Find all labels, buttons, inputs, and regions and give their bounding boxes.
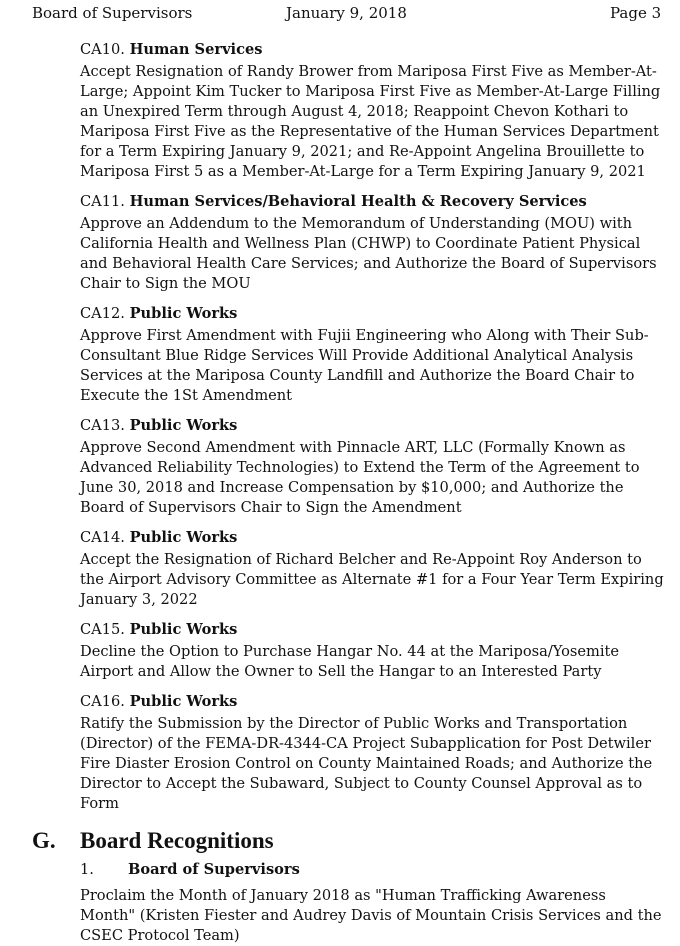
item-code: CA12.: [80, 305, 125, 322]
item-code: CA14.: [80, 529, 125, 546]
agenda-item-description: Accept the Resignation of Richard Belcher and Re-Appoint Roy Anderson to the Airport Advisory Committee as Alternate #1 for a Four Year Term Expiring January 3, 2022: [80, 551, 664, 608]
agenda-item-ca13: [80, 414, 665, 518]
agenda-item-ca11: [80, 190, 665, 294]
agenda-item-ca10: [80, 38, 665, 182]
item-department: Public Works: [129, 417, 238, 434]
agenda-item-title: [80, 618, 665, 641]
item-code: CA11.: [80, 193, 125, 210]
agenda-item-description: Ratify the Submission by the Director of Public Works and Transportation (Director) of the FEMA-DR-4344-CA Project Subapplication for Post Detwiler Fire Diaster Erosion Control on County Maintained Roads; and Authorize the Director to Accept the Subaward, Subject to County Counsel Approval as to Form: [80, 715, 653, 812]
item-department: Public Works: [129, 693, 238, 710]
agenda-item-ca15: [80, 618, 665, 682]
agenda-item-description: Decline the Option to Purchase Hangar No. 44 at the Mariposa/Yosemite Airport and Allow the Owner to Sell the Hangar to an Interested Party: [80, 643, 620, 680]
agenda-item-description: Approve First Amendment with Fujii Engineering who Along with Their Sub-Consultant Blue Ridge Services Will Provide Additional Analytical Analysis Services at the Mariposa County Landfill and Authorize the Board Chair to Execute the 1St Amendment: [80, 327, 649, 404]
agenda-item-title: [80, 690, 665, 713]
header-page-number: Page 3: [610, 4, 662, 22]
agenda-item-title: [80, 414, 665, 437]
item-department: Human Services/Behavioral Health & Recovery Services: [129, 193, 587, 210]
section-title: Board Recognitions: [80, 828, 274, 853]
agenda-item-ca16: [80, 690, 665, 814]
item-department: Human Services: [129, 41, 263, 58]
item-department: Public Works: [129, 621, 238, 638]
agenda-item-title: [80, 190, 665, 213]
item-code: CA15.: [80, 621, 125, 638]
agenda-item-title: [80, 302, 665, 325]
section-letter: G.: [32, 828, 56, 853]
item-code: CA13.: [80, 417, 125, 434]
item-department: Public Works: [129, 529, 238, 546]
item-department: Public Works: [129, 305, 238, 322]
agenda-item-description: Approve an Addendum to the Memorandum of Understanding (MOU) with California Health and Wellness Plan (CHWP) to Coordinate Patient Physical and Behavioral Health Care Services; and Authorize the Board of Supervisors Chair to Sign the MOU: [80, 215, 657, 292]
agenda-item-description: Accept Resignation of Randy Brower from Mariposa First Five as Member-At-Large; Appoint Kim Tucker to Mariposa First Five as Member-At-Large Filling an Unexpired Term through August 4, 2018; Reappoint Chevon Kothari to Mariposa First Five as the Representative of the Human Services Department for a Term Expiring January 9, 2021; and Re-Appoint Angelina Brouillette to Mariposa First 5 as a Member-At-Large for a Term Expiring January 9, 2021: [80, 63, 661, 180]
consent-agenda-items: [80, 38, 665, 822]
header-board-name: Board of Supervisors: [32, 4, 193, 22]
recognition-item: [80, 860, 670, 880]
agenda-item-description: Approve Second Amendment with Pinnacle ART, LLC (Formally Known as Advanced Reliability Technologies) to Extend the Term of the Agreement to June 30, 2018 and Increase Compensation by $10,000; and Authorize the Board of Supervisors Chair to Sign the Amendment: [80, 439, 640, 516]
item-code: CA16.: [80, 693, 125, 710]
recognition-item-heading: [80, 860, 670, 880]
recognition-item-description: Proclaim the Month of January 2018 as "Human Trafficking Awareness Month" (Kristen Fiester and Audrey Davis of Mountain Crisis Services and the CSEC Protocol Team): [80, 887, 662, 944]
header-date: January 9, 2018: [286, 4, 407, 22]
recognition-item-label: Board of Supervisors: [128, 861, 300, 878]
recognition-item-number: 1.: [80, 861, 94, 878]
item-code: CA10.: [80, 41, 125, 58]
agenda-item-ca12: [80, 302, 665, 406]
agenda-item-ca14: [80, 526, 665, 610]
agenda-item-title: [80, 38, 665, 61]
agenda-item-title: [80, 526, 665, 549]
